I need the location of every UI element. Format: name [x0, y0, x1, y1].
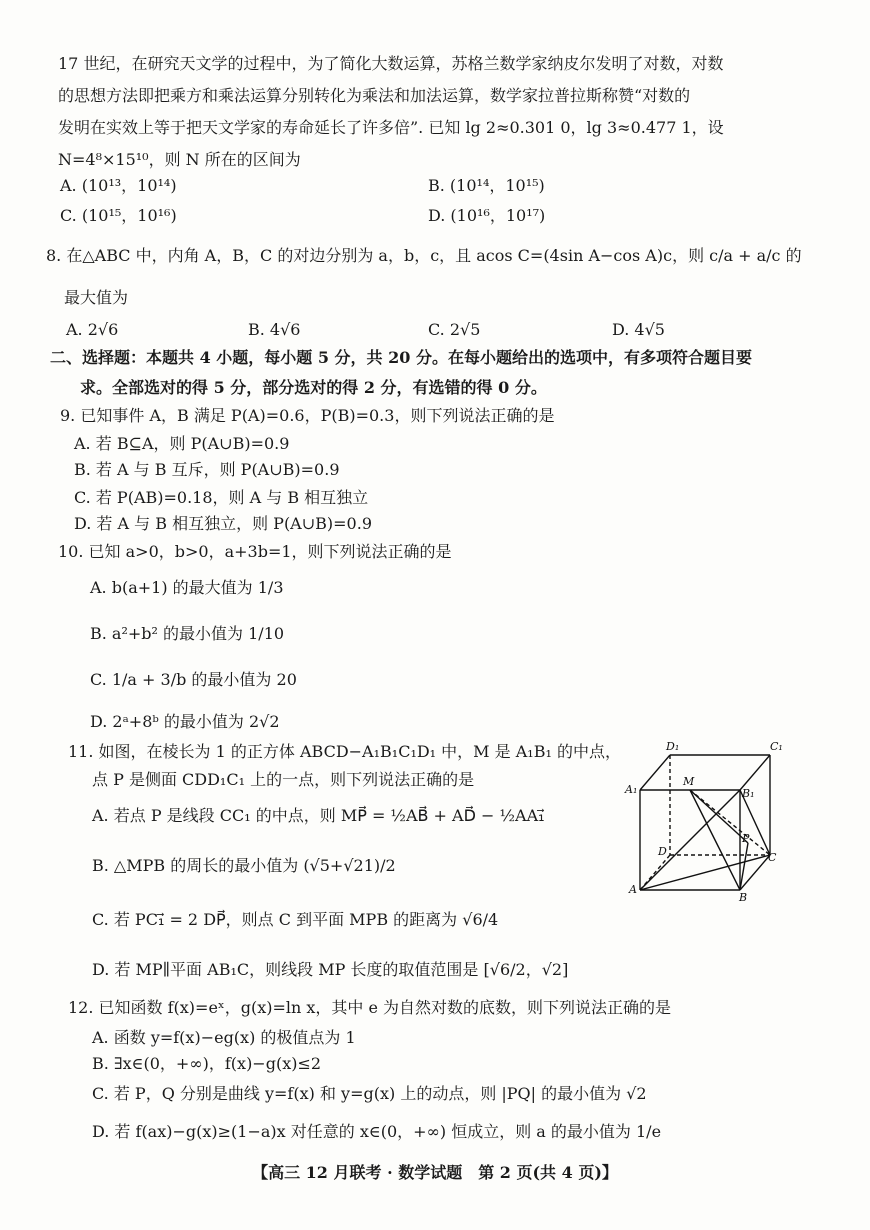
q10-option-d: D. 2ᵃ+8ᵇ 的最小值为 2√2 — [90, 712, 280, 731]
q10-option-c: C. 1/a + 3/b 的最小值为 20 — [90, 670, 297, 689]
intro-line-2: 的思想方法即把乘方和乘法运算分别转化为乘法和加法运算，数学家拉普拉斯称赞“对数的 — [58, 86, 691, 105]
cube-figure — [620, 735, 783, 905]
q11-option-a: A. 若点 P 是线段 CC₁ 的中点，则 MP⃗ = ½AB⃗ + AD⃗ − ½AA₁⃗ — [92, 806, 545, 825]
q12-option-b: B. ∃x∈(0，+∞)，f(x)−g(x)≤2 — [92, 1054, 322, 1073]
q10-option-b: B. a²+b² 的最小值为 1/10 — [90, 624, 285, 643]
q12-option-c: C. 若 P，Q 分别是曲线 y=f(x) 和 y=g(x) 上的动点，则 |PQ| 的最小值为 √2 — [92, 1084, 647, 1103]
intro-line-1: 17 世纪，在研究天文学的过程中，为了简化大数运算，苏格兰数学家纳皮尔发明了对数，对数 — [58, 54, 724, 73]
q8-option-a: A. 2√6 — [66, 320, 119, 339]
q9-option-b: B. 若 A 与 B 互斥，则 P(A∪B)=0.9 — [74, 460, 340, 479]
q11-option-b: B. △MPB 的周长的最小值为 (√5+√21)/2 — [92, 856, 396, 875]
q8-option-c: C. 2√5 — [428, 320, 481, 339]
seg-m-p — [690, 790, 748, 843]
q12-option-a: A. 函数 y=f(x)−eg(x) 的极值点为 1 — [92, 1028, 356, 1047]
label-b: B — [739, 891, 748, 904]
q8-stem-line-2: 最大值为 — [64, 288, 129, 307]
q8-stem-line-1: 8. 在△ABC 中，内角 A，B，C 的对边分别为 a，b，c，且 acos C=(4sin A−cos A)c，则 c/a + a/c 的 — [46, 246, 802, 265]
q9-option-d: D. 若 A 与 B 相互独立，则 P(A∪B)=0.9 — [74, 514, 372, 533]
q7-option-b: B. (10¹⁴，10¹⁵) — [428, 176, 545, 195]
q7-option-d: D. (10¹⁶，10¹⁷) — [428, 206, 546, 225]
section-2-heading-line-1: 二、选择题：本题共 4 小题，每小题 5 分，共 20 分。在每小题给出的选项中，有多项符合题目要 — [50, 348, 752, 367]
label-c1: C₁ — [770, 740, 783, 753]
q10-stem: 10. 已知 a>0，b>0，a+3b=1，则下列说法正确的是 — [58, 542, 452, 561]
intro-line-4: N=4⁸×15¹⁰，则 N 所在的区间为 — [58, 150, 301, 169]
edge-b1-c1 — [740, 755, 770, 790]
section-2-heading-line-2: 求。全部选对的得 5 分，部分选对的得 2 分，有选错的得 0 分。 — [80, 378, 547, 397]
seg-a-c — [640, 855, 770, 890]
q11-option-d: D. 若 MP∥平面 AB₁C，则线段 MP 长度的取值范围是 [√6/2，√2] — [92, 960, 569, 979]
seg-a-b1 — [640, 790, 740, 890]
q12-option-d: D. 若 f(ax)−g(x)≥(1−a)x 对任意的 x∈(0，+∞) 恒成立，则 a 的最小值为 1/e — [92, 1122, 662, 1141]
label-m: M — [683, 775, 695, 788]
label-a1: A₁ — [625, 783, 638, 796]
q11-option-c: C. 若 PC₁⃗ = 2 DP⃗，则点 C 到平面 MPB 的距离为 √6/4 — [92, 910, 499, 929]
intro-line-3: 发明在实效上等于把天文学家的寿命延长了许多倍”. 已知 lg 2≈0.301 0，lg 3≈0.477 1，设 — [58, 118, 724, 137]
label-c: C — [768, 851, 777, 864]
q7-option-c: C. (10¹⁵，10¹⁶) — [60, 206, 177, 225]
label-d: D — [658, 845, 667, 858]
q12-stem: 12. 已知函数 f(x)=eˣ，g(x)=ln x，其中 e 为自然对数的底数，则下列说法正确的是 — [68, 998, 672, 1017]
q8-option-b: B. 4√6 — [248, 320, 301, 339]
q7-option-a: A. (10¹³，10¹⁴) — [60, 176, 177, 195]
q11-stem-line-1: 11. 如图，在棱长为 1 的正方体 ABCD−A₁B₁C₁D₁ 中，M 是 A₁B₁ 的中点， — [68, 742, 621, 761]
q8-option-d: D. 4√5 — [612, 320, 665, 339]
label-a: A — [629, 883, 637, 896]
edge-a1-d1 — [640, 755, 670, 790]
q9-option-a: A. 若 B⊆A，则 P(A∪B)=0.9 — [74, 434, 290, 453]
label-d1: D₁ — [666, 740, 680, 753]
q9-option-c: C. 若 P(AB)=0.18，则 A 与 B 相互独立 — [74, 488, 369, 507]
label-b1: B₁ — [742, 787, 755, 800]
q11-stem-line-2: 点 P 是侧面 CDD₁C₁ 上的一点，则下列说法正确的是 — [92, 770, 475, 789]
q9-stem: 9. 已知事件 A，B 满足 P(A)=0.6，P(B)=0.3，则下列说法正确的是 — [60, 406, 555, 425]
label-p: P — [742, 832, 750, 845]
page-footer: 【高三 12 月联考 · 数学试题 第 2 页(共 4 页)】 — [252, 1163, 618, 1182]
q10-option-a: A. b(a+1) 的最大值为 1/3 — [90, 578, 284, 597]
